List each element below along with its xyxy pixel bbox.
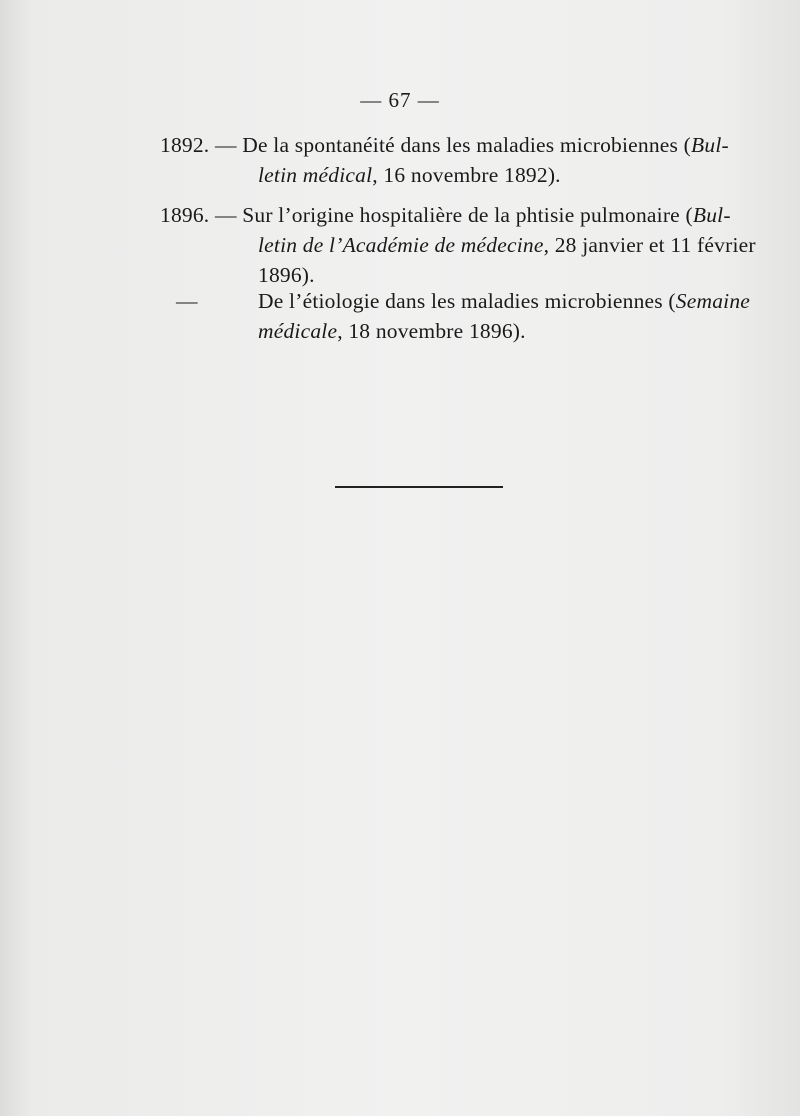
entry-text: De l’étiologie dans les maladies microbiennes (: [258, 289, 676, 313]
entry-text: , 18 novembre 1896).: [337, 319, 526, 343]
page-number: — 67 —: [360, 88, 440, 112]
entry-italic-text: Bul-: [691, 133, 729, 157]
entry-italic-text: Bul-: [692, 203, 731, 227]
entry-italic-text: Semaine: [675, 289, 751, 313]
entry-line: [160, 130, 729, 160]
entry-year: 1896.: [160, 203, 210, 227]
entry-line: [160, 286, 751, 316]
entry-dash: —: [176, 289, 198, 313]
bibliography-entry-1892: [160, 130, 729, 190]
entry-italic-text: letin médical: [258, 163, 373, 187]
entry-line: [160, 200, 731, 230]
entry-line: [160, 160, 700, 190]
entry-italic-text: médicale: [258, 319, 338, 343]
entry-text: — Sur l’origine hospitalière de la phtisie pulmonaire (: [209, 203, 693, 227]
entry-text: , 16 novembre 1892).: [372, 163, 561, 187]
entry-year: 1892.: [160, 133, 210, 157]
entry-line: [160, 230, 756, 260]
entry-italic-text: letin de l’Académie de médecine: [258, 233, 544, 257]
bibliography-entry-1896-b: [160, 286, 751, 346]
bibliography-entry-1896: [160, 200, 756, 290]
section-divider-rule: [335, 486, 503, 488]
entry-text: 1896).: [258, 263, 315, 287]
entry-line: [160, 316, 700, 346]
entry-text: , 28 janvier et 11 février: [543, 233, 756, 257]
entry-text: — De la spontanéité dans les maladies microbiennes (: [209, 133, 692, 157]
